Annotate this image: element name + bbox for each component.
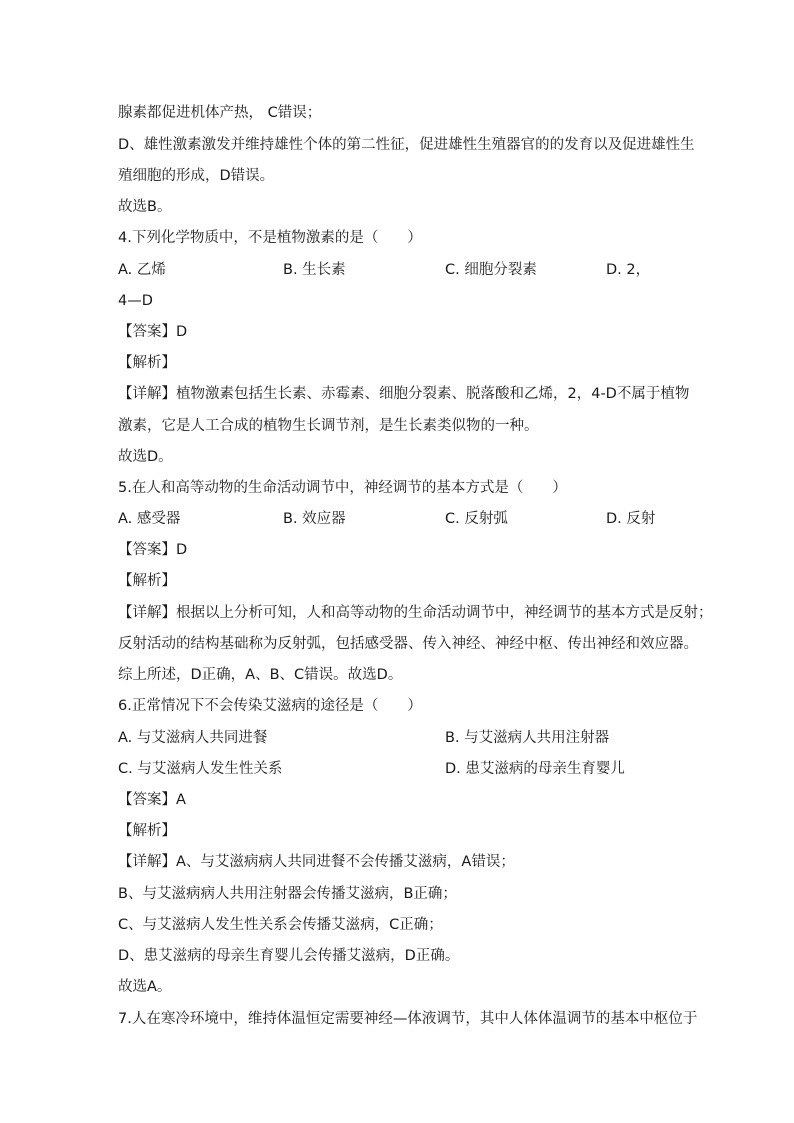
q4-option-d: D. 2， bbox=[606, 262, 651, 278]
text-line: 殖细胞的形成，D错误。 bbox=[118, 168, 275, 184]
q4-option-a: A. 乙烯 bbox=[118, 262, 166, 278]
detail-text: 【详解】根据以上分析可知，人和高等动物的生命活动调节中，神经调节的基本方式是反射； bbox=[118, 605, 713, 621]
q5-option-b: B. 效应器 bbox=[283, 511, 346, 527]
detail-text: 【详解】植物激素包括生长素、赤霉素、细胞分裂素、脱落酸和乙烯，2，4-D不属于植物 bbox=[118, 386, 690, 402]
q5-option-a: A. 感受器 bbox=[118, 511, 181, 527]
question-6-stem: 6.正常情况下不会传染艾滋病的途径是（ ） bbox=[118, 698, 422, 714]
answer-label: 【答案】D bbox=[118, 542, 188, 558]
conclusion-text: 综上所述，D正确，A、B、C错误。故选D。 bbox=[118, 667, 403, 683]
detail-text: B、与艾滋病病人共用注射器会传播艾滋病，B正确； bbox=[118, 886, 457, 902]
text-line: 故选B。 bbox=[118, 199, 172, 215]
text-line: D、雄性激素激发并维持雄性个体的第二性征，促进雄性生殖器官的的发育以及促进雄性生 bbox=[118, 137, 695, 153]
detail-text: C、与艾滋病人发生性关系会传播艾滋病，C正确； bbox=[118, 917, 443, 933]
q4-option-d-continued: 4—D bbox=[118, 293, 153, 309]
question-4-stem: 4.下列化学物质中，不是植物激素的是（ ） bbox=[118, 230, 422, 246]
detail-text: 激素，它是人工合成的植物生长调节剂，是生长素类似物的一种。 bbox=[118, 418, 539, 434]
analysis-label: 【解析】 bbox=[118, 823, 176, 839]
text-line: 腺素都促进机体产热， C错误； bbox=[118, 105, 322, 121]
conclusion-text: 故选D。 bbox=[118, 449, 173, 465]
detail-text: D、患艾滋病的母亲生育婴儿会传播艾滋病，D正确。 bbox=[118, 948, 460, 964]
q5-option-d: D. 反射 bbox=[606, 511, 656, 527]
question-7-stem: 7.人在寒冷环境中，维持体温恒定需要神经—体液调节，其中人体体温调节的基本中枢位于 bbox=[118, 1011, 698, 1027]
analysis-label: 【解析】 bbox=[118, 573, 176, 589]
conclusion-text: 故选A。 bbox=[118, 979, 172, 995]
answer-label: 【答案】D bbox=[118, 324, 188, 340]
q6-option-a: A. 与艾滋病人共同进餐 bbox=[118, 730, 268, 746]
detail-text: 【详解】A、与艾滋病病人共同进餐不会传播艾滋病，A错误； bbox=[118, 854, 515, 870]
answer-label: 【答案】A bbox=[118, 792, 186, 808]
detail-text: 反射活动的结构基础称为反射弧，包括感受器、传入神经、神经中枢、传出神经和效应器。 bbox=[118, 636, 698, 652]
q4-option-c: C. 细胞分裂素 bbox=[445, 262, 537, 278]
q6-option-d: D. 患艾滋病的母亲生育婴儿 bbox=[445, 761, 625, 777]
question-5-stem: 5.在人和高等动物的生命活动调节中，神经调节的基本方式是（ ） bbox=[118, 480, 567, 496]
q6-option-b: B. 与艾滋病人共用注射器 bbox=[445, 730, 610, 746]
analysis-label: 【解析】 bbox=[118, 355, 176, 371]
q4-option-b: B. 生长素 bbox=[283, 262, 346, 278]
q5-option-c: C. 反射弧 bbox=[445, 511, 508, 527]
q6-option-c: C. 与艾滋病人发生性关系 bbox=[118, 761, 283, 777]
